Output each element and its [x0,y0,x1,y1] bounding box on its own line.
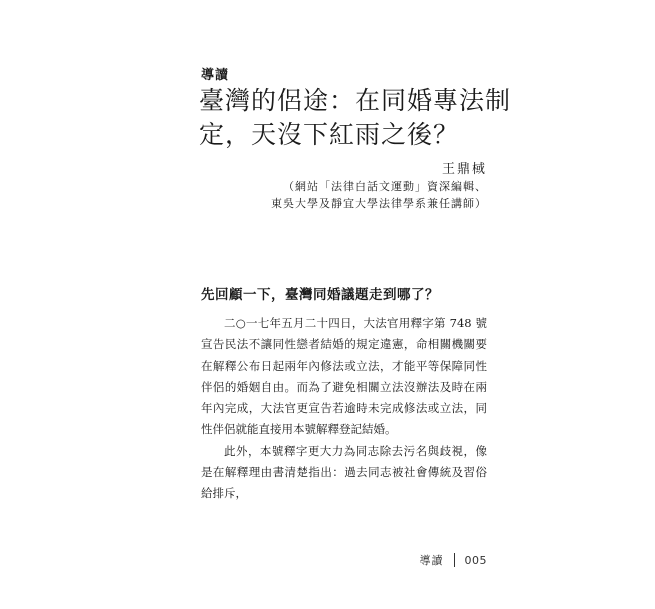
paragraph: 此外，本號釋字更大力為同志除去污名與歧視，像是在解釋理由書清楚指出：過去同志被社會傳統及習俗給排斥， [201,443,487,501]
affiliation-line: （網站「法律白話文運動」資深編輯、 [283,180,487,193]
page-title: 臺灣的侶途：在同婚專法制定，天沒下紅雨之後？ [199,86,512,149]
author-affiliation [187,178,487,212]
paragraph: 二○一七年五月二十四日，大法官用釋字第 748 號宣告民法不讓同性戀者結婚的規定違憲，命相關機關要在解釋公布日起兩年內修法或立法，才能平等保障同性伴侶的婚姻自由。而為了避免相關立法沒辦法及時在兩年內完成，大法官更宣告若逾時未完成修法或立法，同性伴侶就能直接用本號解釋登記結婚。 [201,316,487,437]
affiliation-line: 東吳大學及靜宜大學法律學系兼任講師） [271,197,487,210]
section-kicker: 導讀 [201,68,230,83]
footer-divider [454,553,455,567]
section-heading: 先回顧一下，臺灣同婚議題走到哪了？ [201,287,439,303]
footer-label: 導讀 [419,554,444,567]
page-footer [420,552,488,568]
page-number: 005 [464,553,487,567]
author-name: 王鼎棫 [441,162,487,177]
body-text [201,313,487,505]
